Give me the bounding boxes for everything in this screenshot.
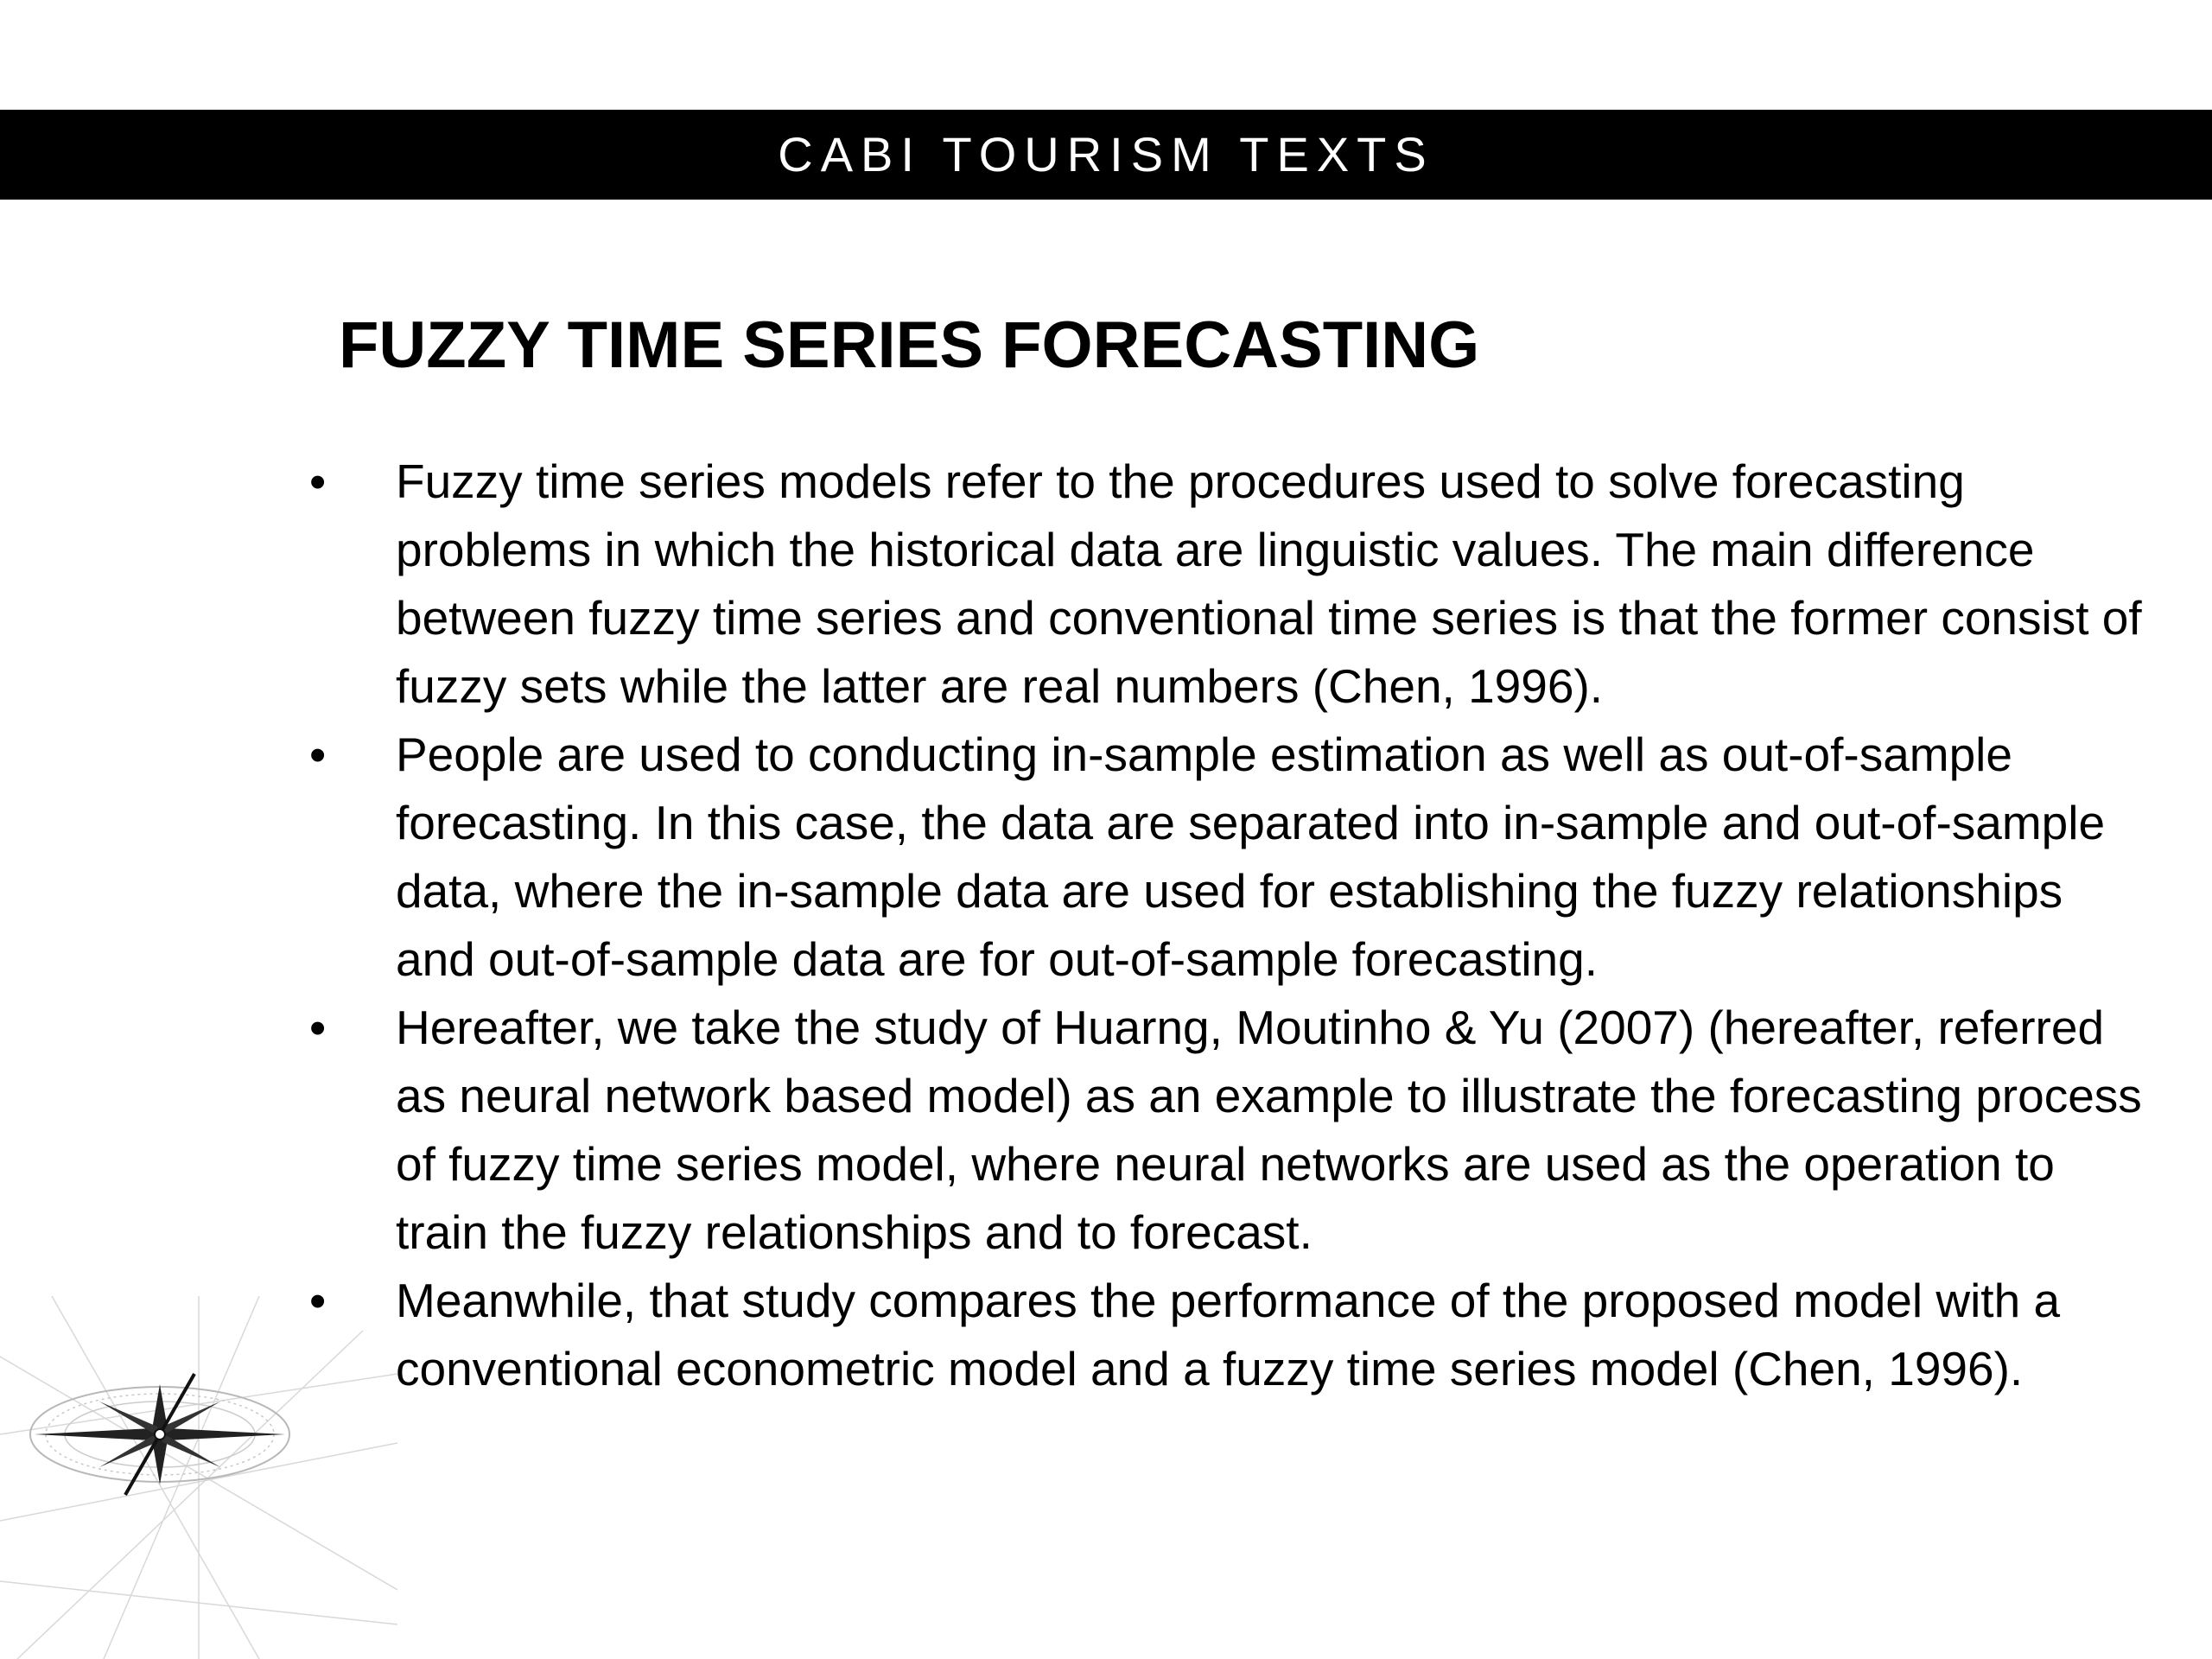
banner-title: CABI TOURISM TEXTS: [778, 127, 1434, 181]
bullet-icon: •: [309, 728, 327, 781]
list-item: [0, 448, 2150, 721]
bullet-text: Hereafter, we take the study of Huarng, Moutinho & Yu (2007) (hereafter, referred as neural network based model) as an example to illustrate the forecasting process of fuzzy time series model, where neural networks are used as the operation to train the fuzzy relationships and to forecast.: [396, 1001, 2142, 1259]
slide-title: FUZZY TIME SERIES FORECASTING: [339, 308, 1480, 382]
header-banner: [0, 110, 2212, 200]
list-item: [0, 1267, 2150, 1403]
list-item: [0, 721, 2150, 994]
bullet-text: People are used to conducting in-sample estimation as well as out-of-sample forecasting. In this case, the data are separated into in-sample and out-of-sample data, where the in-sample data are used for establishing the fuzzy relationships and out-of-sample data are for out-of-sample forecasting.: [396, 728, 2106, 986]
bullet-text: Meanwhile, that study compares the performance of the proposed model with a conventional econometric model and a fuzzy time series model (Chen, 1996).: [396, 1274, 2061, 1395]
bullet-icon: •: [309, 1274, 327, 1327]
bullet-icon: •: [309, 454, 327, 508]
bullet-text: Fuzzy time series models refer to the procedures used to solve forecasting problems in which the historical data are linguistic values. The main difference between fuzzy time series and conventional time series is that the former consist of fuzzy sets while the latter are real numbers (Chen, 1996).: [396, 454, 2142, 713]
bullet-list: [0, 448, 2212, 1403]
list-item: [0, 994, 2150, 1267]
bullet-icon: •: [309, 1001, 327, 1054]
